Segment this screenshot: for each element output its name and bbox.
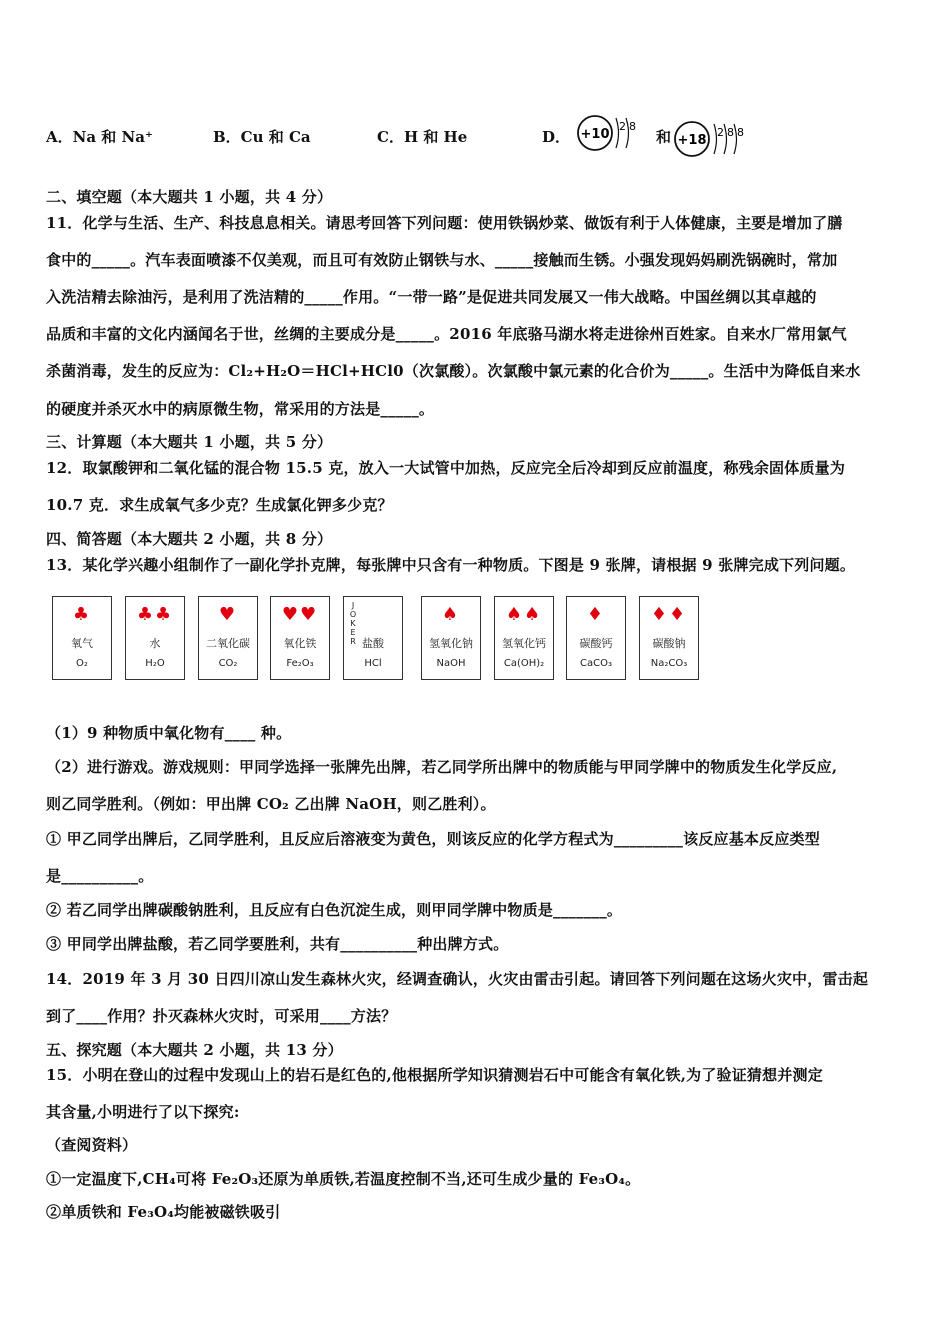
- q15-reference-heading: （查阅资料）: [46, 1136, 138, 1154]
- q13-sub-3: ③ 甲同学出牌盐酸，若乙同学要胜利，共有__________种出牌方式。: [46, 935, 509, 953]
- section-2-heading: 二、填空题（本大题共 1 小题，共 4 分）: [46, 188, 333, 206]
- q11-line-1: 11．化学与生活、生产、科技息息相关。请思考回答下列问题：使用铁锅炒菜、做饭有利于人体健康，主要是增加了膳: [46, 214, 843, 232]
- heart-icon: ♥♥: [281, 604, 319, 625]
- card-name: 氧化铁: [283, 637, 317, 650]
- card-formula: CO₂: [218, 658, 238, 669]
- atom2-nucleus: +18: [677, 133, 707, 148]
- option-c: C．H 和 He: [377, 128, 468, 146]
- atom1-shell-2: 8: [629, 120, 636, 133]
- section-5-heading: 五、探究题（本大题共 2 小题，共 13 分）: [46, 1041, 343, 1059]
- q11-line-5: 杀菌消毒，发生的反应为：Cl₂+H₂O＝HCl+HCl0（次氯酸）。次氯酸中氯元素的化合价为_____。生活中为降低自来水: [46, 362, 861, 380]
- diamond-icon: ♦♦: [650, 604, 688, 625]
- atom2-shell-3: 8: [737, 126, 744, 139]
- card-formula: NaOH: [436, 658, 466, 669]
- card-calcium-hydroxide: [494, 596, 554, 680]
- spade-icon: ♠♠: [505, 604, 543, 625]
- card-formula: Fe₂O₃: [286, 658, 314, 669]
- card-name: 氧气: [71, 637, 93, 650]
- heart-icon: ♥: [218, 604, 238, 625]
- card-sodium-hydroxide: [421, 596, 481, 680]
- card-name: 碳酸钙: [579, 637, 613, 650]
- card-hydrochloric-acid: [343, 596, 403, 680]
- q13-part-2-line-1: （2）进行游戏。游戏规则：甲同学选择一张牌先出牌，若乙同学所出牌中的物质能与甲同学牌中的物质发生化学反应,: [46, 758, 838, 776]
- card-sodium-carbonate: [639, 596, 699, 680]
- card-name: 碳酸钠: [652, 637, 686, 650]
- spade-icon: ♠: [441, 604, 461, 625]
- option-b: B．Cu 和 Ca: [213, 128, 311, 146]
- q12-line-2: 10.7 克．求生成氧气多少克？生成氯化钾多少克？: [46, 496, 393, 514]
- joker-label: J O K E R: [349, 601, 357, 646]
- atom-diagram-neon: [574, 112, 634, 154]
- q13-sub-1-line-1: ① 甲乙同学出牌后，乙同学胜利，且反应后溶液变为黄色，则该反应的化学方程式为_________该反应基本反应类型: [46, 830, 820, 848]
- q14-line-2: 到了____作用？扑灭森林火灾时，可采用____方法？: [46, 1007, 397, 1025]
- card-formula: H₂O: [145, 658, 165, 669]
- club-icon: ♣♣: [136, 604, 174, 625]
- q11-line-2: 食中的_____。汽车表面喷漆不仅美观，而且可有效防止钢铁与水、_____接触而生锈。小强发现妈妈刷洗锅碗时，常加: [46, 251, 838, 269]
- card-formula: CaCO₃: [580, 658, 612, 669]
- atom2-shell-2: 8: [727, 126, 734, 139]
- q13-part-1: （1）9 种物质中氧化物有____ 种。: [46, 724, 292, 742]
- diamond-icon: ♦: [586, 604, 606, 625]
- atom1-nucleus: +10: [580, 127, 610, 142]
- q13-part-2-line-2: 则乙同学胜利。（例如：甲出牌 CO₂ 乙出牌 NaOH，则乙胜利）。: [46, 795, 496, 813]
- card-formula: O₂: [76, 658, 88, 669]
- card-name: 水: [149, 637, 161, 650]
- club-icon: ♣: [72, 604, 92, 625]
- q11-line-3: 入洗洁精去除油污，是利用了洗洁精的_____作用。“一带一路”是促进共同发展又一伟大战略。中国丝绸以其卓越的: [46, 288, 817, 306]
- q14-line-1: 14．2019 年 3 月 30 日四川凉山发生森林火灾，经调查确认，火灾由雷击引起。请回答下列问题在这场火灾中，雷击起: [46, 970, 869, 988]
- q15-reference-1: ①一定温度下,CH₄可将 Fe₂O₃还原为单质铁,若温度控制不当,还可生成少量的 Fe₃O₄。: [46, 1170, 641, 1188]
- option-a: A．Na 和 Na⁺: [46, 128, 153, 146]
- q12-line-1: 12．取氯酸钾和二氧化锰的混合物 15.5 克，放入一大试管中加热，反应完全后冷却到反应前温度，称残余固体质量为: [46, 459, 846, 477]
- q15-line-1: 15．小明在登山的过程中发现山上的岩石是红色的,他根据所学知识猜测岩石中可能含有氧化铁,为了验证猜想并测定: [46, 1066, 823, 1084]
- atom-diagram-argon: [672, 118, 756, 160]
- card-name: 盐酸: [362, 637, 384, 650]
- atom2-shell-1: 2: [717, 126, 724, 139]
- card-iron-oxide: [270, 596, 330, 680]
- q13-sub-1-line-2: 是__________。: [46, 867, 154, 885]
- section-4-heading: 四、简答题（本大题共 2 小题，共 8 分）: [46, 530, 333, 548]
- q13-sub-2: ② 若乙同学出牌碳酸钠胜利，且反应有白色沉淀生成，则甲同学牌中物质是_______。: [46, 901, 623, 919]
- card-formula: Na₂CO₃: [650, 658, 688, 669]
- q11-line-4: 品质和丰富的文化内涵闻名于世，丝绸的主要成分是_____。2016 年底骆马湖水将走进徐州百姓家。自来水厂常用氯气: [46, 325, 847, 343]
- card-oxygen: [52, 596, 112, 680]
- atom1-shell-1: 2: [619, 120, 626, 133]
- q11-line-6: 的硬度并杀灭水中的病原微生物，常采用的方法是_____。: [46, 400, 435, 418]
- card-name: 氢氧化钙: [502, 637, 546, 650]
- option-d-label: D．: [542, 128, 571, 146]
- option-d-and: 和: [656, 128, 672, 146]
- card-water: [125, 596, 185, 680]
- card-name: 氢氧化钠: [429, 637, 473, 650]
- card-formula: Ca(OH)₂: [503, 658, 545, 669]
- q15-line-2: 其含量,小明进行了以下探究:: [46, 1103, 240, 1121]
- q15-reference-2: ②单质铁和 Fe₃O₄均能被磁铁吸引: [46, 1203, 281, 1221]
- card-carbon-dioxide: [198, 596, 258, 680]
- card-calcium-carbonate: [566, 596, 626, 680]
- q13-intro: 13．某化学兴趣小组制作了一副化学扑克牌，每张牌中只含有一种物质。下图是 9 张牌，请根据 9 张牌完成下列问题。: [46, 556, 856, 574]
- card-name: 二氧化碳: [206, 637, 250, 650]
- card-formula: HCl: [364, 658, 382, 669]
- section-3-heading: 三、计算题（本大题共 1 小题，共 5 分）: [46, 433, 333, 451]
